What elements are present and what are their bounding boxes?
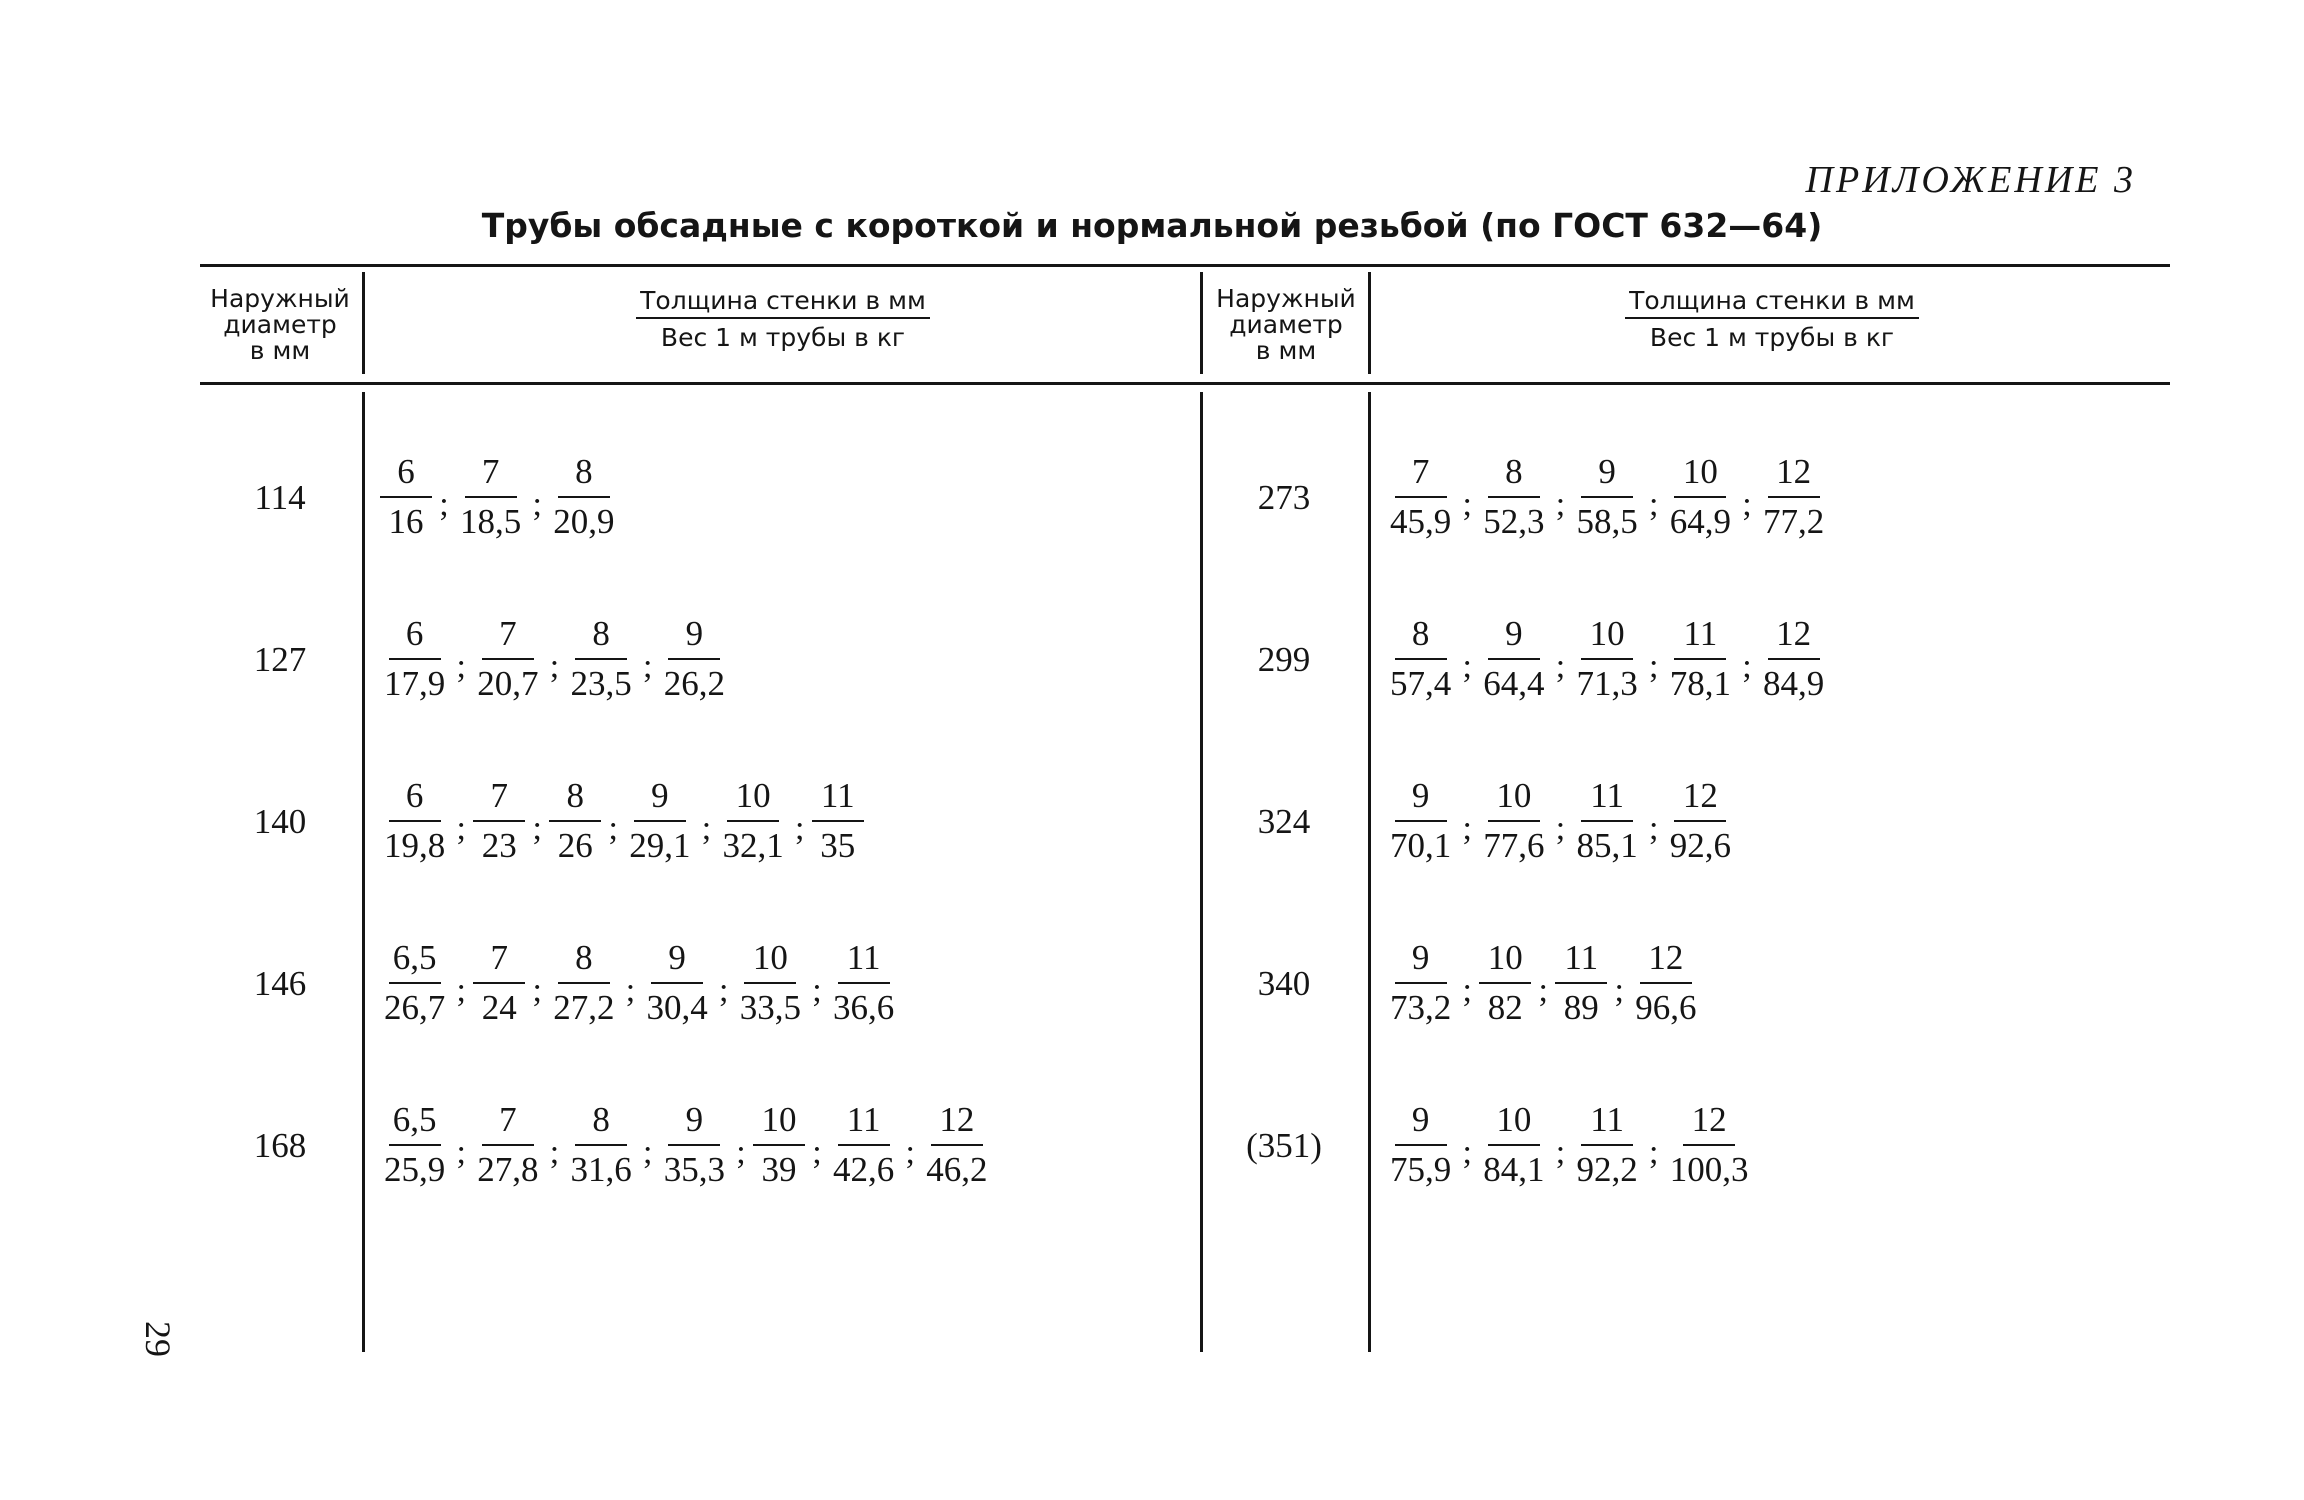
- separator: ;: [532, 972, 542, 1009]
- diameter-cell: 340: [1257, 964, 1311, 1003]
- pipe-weight: 84,1: [1483, 1150, 1545, 1189]
- separator: ;: [812, 972, 822, 1009]
- fraction: [1666, 1100, 1753, 1190]
- fraction: [736, 938, 805, 1028]
- values-row: [1386, 938, 1701, 1028]
- values-row: [1386, 452, 1828, 542]
- values-row: [380, 452, 619, 542]
- fraction: [380, 614, 449, 704]
- values-row: [1386, 614, 1828, 704]
- fraction: [1386, 452, 1455, 542]
- separator: ;: [456, 648, 466, 685]
- wall-thickness: 11: [1674, 614, 1726, 660]
- fraction: [473, 1100, 542, 1190]
- appendix-label: ПРИЛОЖЕНИЕ 3: [1805, 159, 2136, 201]
- separator: ;: [1649, 810, 1659, 847]
- top-rule: [200, 264, 2170, 267]
- wall-thickness: 9: [668, 614, 720, 660]
- wall-thickness: 9: [668, 1100, 720, 1146]
- fraction: [567, 614, 636, 704]
- pipe-weight: 73,2: [1390, 988, 1452, 1027]
- separator: ;: [1614, 972, 1624, 1009]
- separator: ;: [1538, 972, 1548, 1009]
- fraction: [1759, 614, 1828, 704]
- pipe-weight: 52,3: [1483, 502, 1545, 541]
- diameter-cell: 168: [253, 1126, 307, 1165]
- fraction: [829, 1100, 898, 1190]
- fraction: [660, 1100, 729, 1190]
- separator: ;: [1649, 1134, 1659, 1171]
- separator: ;: [1462, 1134, 1472, 1171]
- fraction: [549, 776, 601, 866]
- pipe-weight: 96,6: [1635, 988, 1697, 1027]
- separator: ;: [1742, 486, 1752, 523]
- wall-thickness: 7: [482, 614, 534, 660]
- separator: ;: [1555, 1134, 1566, 1171]
- fraction: [380, 938, 449, 1028]
- wall-thickness: 8: [575, 1100, 627, 1146]
- divider-right-body: [1368, 392, 1371, 1352]
- fraction: [473, 776, 525, 866]
- wall-thickness: 12: [1640, 938, 1692, 984]
- separator: ;: [439, 486, 449, 523]
- pipe-weight: 19,8: [384, 826, 446, 865]
- wall-thickness: 11: [812, 776, 864, 822]
- pipe-weight: 45,9: [1390, 502, 1452, 541]
- fraction: [922, 1100, 991, 1190]
- pipe-weight: 31,6: [570, 1150, 632, 1189]
- pipe-weight: 82: [1487, 988, 1523, 1027]
- fraction: [1555, 938, 1607, 1028]
- diameter-cell: 127: [253, 640, 307, 679]
- wall-thickness: 9: [1395, 776, 1447, 822]
- separator: ;: [608, 810, 618, 847]
- wall-thickness: 7: [1395, 452, 1447, 498]
- wall-thickness: 12: [1768, 452, 1820, 498]
- header-thickness-left: [368, 286, 1198, 352]
- header-rule: [200, 382, 2170, 385]
- pipe-weight: 20,7: [477, 664, 539, 703]
- pipe-weight: 25,9: [384, 1150, 446, 1189]
- fraction: [1759, 452, 1828, 542]
- pipe-weight: 84,9: [1763, 664, 1825, 703]
- wall-thickness: 7: [465, 452, 517, 498]
- values-row: [1386, 1100, 1753, 1190]
- pipe-weight: 32,1: [722, 826, 784, 865]
- pipe-weight: 64,9: [1669, 502, 1731, 541]
- wall-thickness: 6,5: [389, 938, 441, 984]
- separator: ;: [456, 1134, 466, 1171]
- pipe-weight: 77,6: [1483, 826, 1545, 865]
- divider-middle-body: [1200, 392, 1203, 1352]
- wall-thickness: 9: [634, 776, 686, 822]
- separator: ;: [1462, 648, 1472, 685]
- fraction: [1479, 614, 1548, 704]
- pipe-weight: 18,5: [460, 502, 522, 541]
- wall-thickness: 12: [1674, 776, 1726, 822]
- wall-thickness: 11: [1581, 1100, 1633, 1146]
- wall-thickness: 9: [1488, 614, 1540, 660]
- fraction: [1479, 1100, 1548, 1190]
- pipe-weight: 30,4: [646, 988, 708, 1027]
- diameter-cell: 114: [254, 478, 306, 517]
- separator: ;: [905, 1134, 915, 1171]
- separator: ;: [549, 648, 560, 685]
- fraction: [473, 614, 542, 704]
- diameter-cell: 324: [1257, 802, 1311, 841]
- values-row: [380, 776, 864, 866]
- wall-thickness: 9: [651, 938, 703, 984]
- separator: ;: [1555, 486, 1566, 523]
- wall-thickness: 11: [1555, 938, 1607, 984]
- fraction: [1386, 614, 1455, 704]
- pipe-weight: 27,8: [477, 1150, 539, 1189]
- separator: ;: [456, 972, 466, 1009]
- pipe-weight: 64,4: [1483, 664, 1545, 703]
- pipe-weight: 71,3: [1576, 664, 1638, 703]
- fraction: [753, 1100, 805, 1190]
- values-row: [380, 938, 898, 1028]
- wall-thickness: 10: [753, 1100, 805, 1146]
- fraction: [1573, 614, 1642, 704]
- wall-thickness: 8: [549, 776, 601, 822]
- fraction: [1666, 452, 1735, 542]
- pipe-weight: 58,5: [1576, 502, 1638, 541]
- wall-thickness: 11: [1581, 776, 1633, 822]
- separator: ;: [736, 1134, 746, 1171]
- pipe-weight: 23: [481, 826, 517, 865]
- wall-thickness: 7: [482, 1100, 534, 1146]
- separator: ;: [1742, 648, 1752, 685]
- header-diameter-line2: диаметр: [1229, 310, 1343, 339]
- separator: ;: [1462, 972, 1472, 1009]
- wall-thickness: 6: [389, 776, 441, 822]
- separator: ;: [795, 810, 805, 847]
- diameter-cell: (351): [1246, 1126, 1322, 1165]
- wall-thickness: 9: [1395, 1100, 1447, 1146]
- wall-thickness: 12: [1768, 614, 1820, 660]
- pipe-weight: 100,3: [1669, 1150, 1749, 1189]
- page-number: 29: [138, 1321, 178, 1357]
- wall-thickness: 11: [838, 938, 890, 984]
- wall-thickness: 10: [1488, 776, 1540, 822]
- wall-thickness: 6,5: [389, 1100, 441, 1146]
- diameter-cell: 146: [253, 964, 307, 1003]
- values-row: [380, 1100, 992, 1190]
- values-row: [1386, 776, 1735, 866]
- separator: ;: [701, 810, 712, 847]
- wall-thickness: 10: [1488, 1100, 1540, 1146]
- separator: ;: [549, 1134, 560, 1171]
- pipe-weight: 26: [557, 826, 593, 865]
- pipe-weight: 33,5: [739, 988, 801, 1027]
- fraction: [456, 452, 525, 542]
- fraction: [829, 938, 898, 1028]
- wall-thickness: 10: [1581, 614, 1633, 660]
- wall-thickness: 8: [558, 452, 610, 498]
- fraction: [380, 1100, 449, 1190]
- pipe-weight: 16: [388, 502, 424, 541]
- separator: ;: [1649, 486, 1659, 523]
- pipe-weight: 92,6: [1669, 826, 1731, 865]
- wall-thickness: 9: [1581, 452, 1633, 498]
- fraction: [1666, 776, 1735, 866]
- pipe-weight: 89: [1563, 988, 1599, 1027]
- fraction: [1573, 776, 1642, 866]
- values-row: [380, 614, 729, 704]
- pipe-weight: 29,1: [629, 826, 691, 865]
- header-diameter-line3: в мм: [1255, 336, 1317, 365]
- pipe-weight: 17,9: [384, 664, 446, 703]
- pipe-weight: 20,9: [553, 502, 615, 541]
- separator: ;: [532, 486, 542, 523]
- pipe-weight: 42,6: [833, 1150, 895, 1189]
- fraction: [812, 776, 864, 866]
- separator: ;: [1462, 486, 1472, 523]
- fraction: [549, 452, 618, 542]
- fraction: [380, 776, 449, 866]
- fraction: [1631, 938, 1700, 1028]
- wall-thickness: 7: [473, 776, 525, 822]
- pipe-weight: 26,7: [384, 988, 446, 1027]
- wall-thickness: 8: [1488, 452, 1540, 498]
- fraction: [660, 614, 729, 704]
- wall-thickness: 12: [931, 1100, 983, 1146]
- pipe-weight: 35: [820, 826, 856, 865]
- pipe-weight: 46,2: [926, 1150, 988, 1189]
- wall-thickness: 6: [389, 614, 441, 660]
- fraction: [1573, 1100, 1642, 1190]
- separator: ;: [812, 1134, 822, 1171]
- separator: ;: [456, 810, 466, 847]
- fraction: [1386, 938, 1455, 1028]
- wall-thickness: 6: [380, 452, 432, 498]
- fraction: [1479, 452, 1548, 542]
- diameter-cell: 140: [253, 802, 307, 841]
- wall-thickness: 10: [1479, 938, 1531, 984]
- fraction: [719, 776, 788, 866]
- header-weight-label: Вес 1 м трубы в кг: [1649, 323, 1895, 352]
- header-weight-label: Вес 1 м трубы в кг: [660, 323, 906, 352]
- header-diameter-line2: диаметр: [223, 310, 337, 339]
- pipe-weight: 24: [481, 988, 517, 1027]
- fraction: [549, 938, 618, 1028]
- diameter-cell: 299: [1257, 640, 1311, 679]
- wall-thickness: 10: [1674, 452, 1726, 498]
- separator: ;: [643, 1134, 653, 1171]
- wall-thickness: 9: [1395, 938, 1447, 984]
- separator: ;: [1462, 810, 1472, 847]
- header-thickness-label: Толщина стенки в мм: [636, 286, 930, 319]
- wall-thickness: 7: [473, 938, 525, 984]
- fraction: [1573, 452, 1642, 542]
- table-title: Трубы обсадные с короткой и нормальной резьбой (по ГОСТ 632—64): [481, 206, 1823, 245]
- pipe-weight: 85,1: [1576, 826, 1638, 865]
- header-diameter-right: [1202, 286, 1370, 364]
- fraction: [1479, 776, 1548, 866]
- fraction: [643, 938, 712, 1028]
- separator: ;: [1555, 810, 1566, 847]
- separator: ;: [643, 648, 653, 685]
- fraction: [473, 938, 525, 1028]
- pipe-weight: 75,9: [1390, 1150, 1452, 1189]
- fraction: [1386, 776, 1455, 866]
- wall-thickness: 8: [575, 614, 627, 660]
- header-diameter-line1: Наружный: [210, 284, 350, 313]
- divider-left-body: [362, 392, 365, 1352]
- header-diameter-line3: в мм: [249, 336, 311, 365]
- header-thickness-right: [1374, 286, 2170, 352]
- header-diameter-line1: Наружный: [1216, 284, 1356, 313]
- fraction: [625, 776, 694, 866]
- pipe-weight: 70,1: [1390, 826, 1452, 865]
- separator: ;: [719, 972, 729, 1009]
- pipe-weight: 78,1: [1669, 664, 1731, 703]
- pipe-weight: 92,2: [1576, 1150, 1638, 1189]
- separator: ;: [625, 972, 636, 1009]
- fraction: [567, 1100, 636, 1190]
- pipe-weight: 26,2: [663, 664, 725, 703]
- header-diameter-left: [196, 286, 364, 364]
- separator: ;: [1555, 648, 1566, 685]
- fraction: [380, 452, 432, 542]
- wall-thickness: 10: [744, 938, 796, 984]
- wall-thickness: 8: [1395, 614, 1447, 660]
- pipe-weight: 35,3: [663, 1150, 725, 1189]
- wall-thickness: 10: [727, 776, 779, 822]
- pipe-weight: 77,2: [1763, 502, 1825, 541]
- wall-thickness: 8: [558, 938, 610, 984]
- separator: ;: [532, 810, 542, 847]
- pipe-weight: 39: [761, 1150, 797, 1189]
- pipe-weight: 36,6: [833, 988, 895, 1027]
- wall-thickness: 11: [838, 1100, 890, 1146]
- fraction: [1479, 938, 1531, 1028]
- pipe-weight: 57,4: [1390, 664, 1452, 703]
- fraction: [1386, 1100, 1455, 1190]
- wall-thickness: 12: [1683, 1100, 1735, 1146]
- pipe-weight: 27,2: [553, 988, 615, 1027]
- header-thickness-label: Толщина стенки в мм: [1625, 286, 1919, 319]
- pipe-weight: 23,5: [570, 664, 632, 703]
- fraction: [1666, 614, 1735, 704]
- separator: ;: [1649, 648, 1659, 685]
- diameter-cell: 273: [1257, 478, 1311, 517]
